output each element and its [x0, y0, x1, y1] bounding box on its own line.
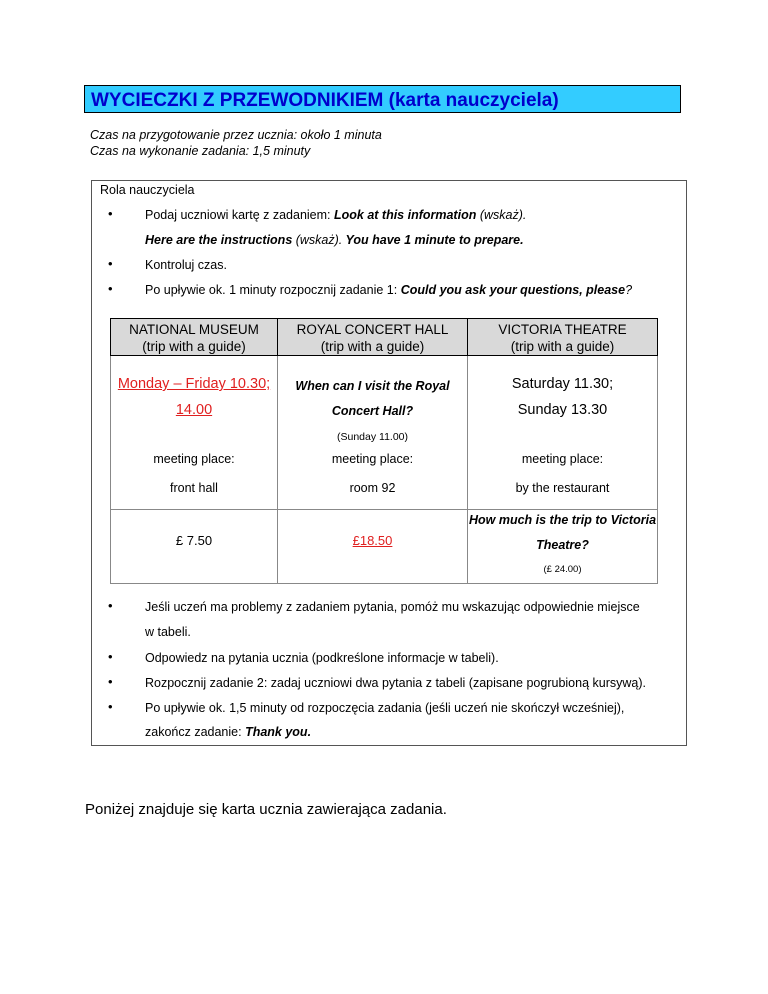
bullet-icon: • [108, 699, 113, 714]
instruction-1-text: Podaj uczniowi kartę z zadaniem: [145, 208, 334, 222]
instruction-6: Rozpocznij zadanie 2: zadaj uczniowi dwa pytania z tabeli (zapisane pogrubioną kursywą). [145, 676, 646, 690]
instruction-3-phrase: Could you ask your questions, please [400, 283, 626, 297]
trips-table [110, 318, 658, 584]
museum-meeting-label: meeting place: [153, 452, 235, 466]
role-label: Rola nauczyciela [100, 183, 195, 197]
theatre-price-question-1: How much is the trip to Victoria [468, 513, 657, 527]
theatre-meeting-label: meeting place: [521, 452, 604, 466]
bullet-icon: • [108, 674, 113, 689]
header-theatre-name: VICTORIA THEATRE [498, 322, 627, 337]
header-concert-hall [277, 318, 468, 356]
theatre-time-1: Saturday 11.30; [511, 376, 614, 392]
instruction-7-line2 [145, 725, 311, 739]
concert-note: (Sunday 11.00) [336, 431, 409, 443]
header-museum-sub: (trip with a guide) [142, 339, 246, 354]
header-concert-sub: (trip with a guide) [320, 339, 425, 354]
header-theatre [467, 318, 658, 356]
museum-meeting-place: front hall [170, 481, 218, 495]
footer-note: Poniżej znajduje się karta ucznia zawierająca zadania. [85, 801, 447, 818]
instruction-3-text: Po upływie ok. 1 minuty rozpocznij zadanie 1: [145, 283, 401, 297]
time-info [90, 127, 382, 159]
bullet-icon: • [108, 256, 113, 271]
bullet-icon: • [108, 281, 113, 296]
table-divider [110, 509, 658, 510]
bullet-icon: • [108, 649, 113, 664]
bullet-icon: • [108, 598, 113, 613]
page-title: WYCIECZKI Z PRZEWODNIKIEM (karta nauczyciela) [84, 85, 681, 113]
instruction-4-line2: w tabeli. [145, 625, 191, 639]
instruction-7-phrase: Thank you. [245, 725, 312, 739]
task-time: Czas na wykonanie zadania: 1,5 minuty [90, 144, 311, 158]
concert-question-2: Concert Hall? [331, 404, 414, 418]
museum-time-2: 14.00 [175, 402, 213, 418]
theatre-price-question-2: Theatre? [536, 538, 589, 552]
table-border [110, 583, 658, 584]
instruction-1-phrase: Look at this information [333, 208, 477, 222]
theatre-price-note: (£ 24.00) [543, 564, 582, 575]
instruction-1b-phrase2: You have 1 minute to prepare. [342, 233, 524, 247]
instruction-1-note: (wskaż). [476, 208, 527, 222]
theatre-time-2: Sunday 13.30 [517, 402, 608, 418]
instruction-3-qmark: ? [625, 283, 633, 297]
concert-meeting-label: meeting place: [331, 452, 414, 466]
instruction-1b-note: (wskaż). [292, 233, 343, 247]
theatre-meeting-place: by the restaurant [515, 481, 610, 495]
instruction-2: Kontroluj czas. [145, 258, 227, 272]
instruction-4-line1: Jeśli uczeń ma problemy z zadaniem pytania, pomóż mu wskazując odpowiednie miejsce [145, 600, 640, 614]
instruction-1b [145, 233, 524, 247]
instruction-7-text: zakończ zadanie: [145, 725, 246, 739]
concert-meeting-place: room 92 [349, 481, 396, 495]
instruction-7-line1: Po upływie ok. 1,5 minuty od rozpoczęcia zadania (jeśli uczeń nie skończył wcześniej), [145, 701, 625, 715]
instruction-1b-phrase: Here are the instructions [145, 233, 293, 247]
museum-price: £ 7.50 [175, 533, 213, 548]
concert-price: £18.50 [352, 533, 393, 548]
museum-time-1: Monday – Friday 10.30; [117, 376, 271, 392]
header-museum-name: NATIONAL MUSEUM [129, 322, 259, 337]
header-museum [110, 318, 278, 356]
instruction-5: Odpowiedz na pytania ucznia (podkreślone informacje w tabeli). [145, 651, 499, 665]
header-theatre-sub: (trip with a guide) [510, 339, 615, 354]
bullet-icon: • [108, 206, 113, 221]
instruction-1 [145, 208, 526, 222]
concert-question-1: When can I visit the Royal [295, 379, 450, 393]
header-concert-name: ROYAL CONCERT HALL [296, 322, 449, 337]
prep-time: Czas na przygotowanie przez ucznia: około 1 minuta [90, 128, 382, 142]
instruction-3 [145, 283, 632, 297]
